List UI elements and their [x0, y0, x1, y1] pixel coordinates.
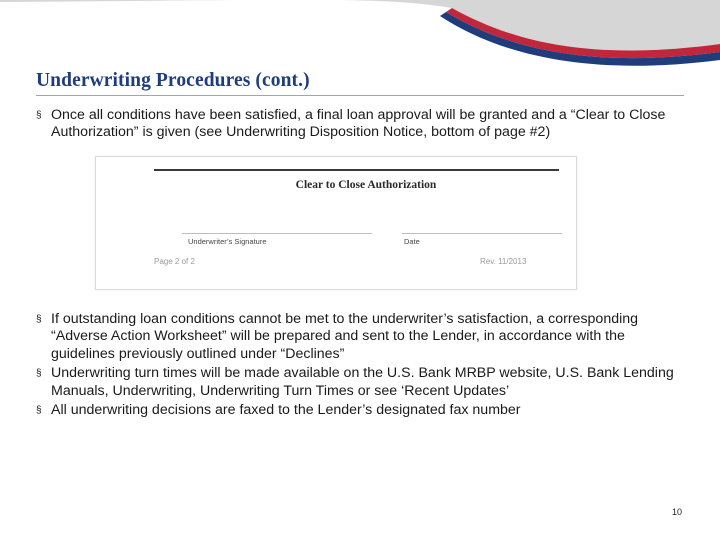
list-item: [36, 402, 686, 419]
bullet-marker: §: [36, 405, 42, 417]
top-bullet-list: [36, 107, 686, 142]
bullet-marker: §: [36, 110, 42, 121]
page-number: 10: [672, 507, 683, 517]
snippet-rev-text: Rev. 11/2013: [480, 257, 527, 266]
bullet-text: If outstanding loan conditions cannot be met to the underwriter’s satisfaction, a corresponding “Adverse Action Worksheet” will be prepared and sent to the Lender, in accordance with the guidelines previously outlined under “Declines”: [51, 311, 639, 362]
slide-title: Underwriting Procedures (cont.): [36, 70, 310, 91]
bullet-marker: §: [36, 368, 42, 380]
title-underline: [36, 95, 684, 96]
date-line: [402, 233, 562, 234]
list-item: [36, 107, 686, 142]
snippet-page-text: Page 2 of 2: [154, 257, 195, 266]
bullet-text: Underwriting turn times will be made available on the U.S. Bank MRBP website, U.S. Bank Lending Manuals, Underwriting, Underwriting Turn Times or see ‘Recent Updates’: [51, 365, 674, 399]
signature-label: Underwriter’s Signature: [188, 237, 267, 246]
header-swoosh: [0, 0, 720, 70]
date-label: Date: [404, 237, 420, 246]
signature-line: [182, 233, 372, 234]
snippet-top-rule: [154, 169, 559, 171]
bullet-text: All underwriting decisions are faxed to the Lender’s designated fax number: [51, 402, 521, 419]
list-item: [36, 365, 686, 400]
snippet-heading: Clear to Close Authorization: [295, 179, 437, 191]
bullet-marker: §: [36, 314, 42, 325]
list-item: [36, 311, 686, 363]
form-snippet-image: [95, 156, 577, 290]
bullet-text: Once all conditions have been satisfied, a final loan approval will be granted and a “Clear to Close Authorization” is given (see Underwriting Disposition Notice, bottom of page #2): [51, 107, 666, 141]
bottom-bullet-list: [36, 311, 686, 421]
